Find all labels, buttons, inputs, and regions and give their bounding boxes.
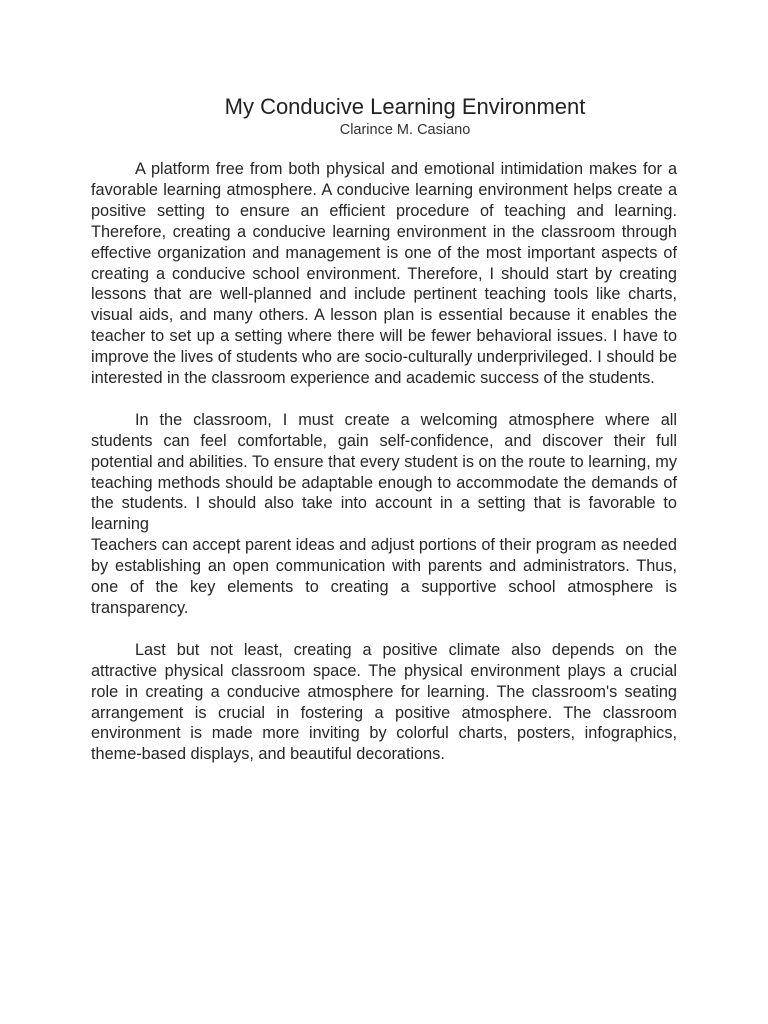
paragraph-1: A platform free from both physical and emotional intimidation makes for a favorable learning atmosphere. A conducive learning environment helps create a positive setting to ensure an efficient procedure of teaching and learning. Therefore, creating a conducive learning environment in the classroom through effective organization and management is one of the most important aspects of creating a conducive school environment. Therefore, I should start by creating lessons that are well-planned and include pertinent teaching tools like charts, visual aids, and many others. A lesson plan is essential because it enables the teacher to set up a setting where there will be fewer behavioral issues. I have to improve the lives of students who are socio-culturally underprivileged. I should be interested in the classroom experience and academic success of the students. — [91, 160, 677, 388]
document-title: My Conducive Learning Environment — [224, 94, 586, 119]
paragraph-4: Last but not least, creating a positive climate also depends on the attractive physical classroom space. The physical environment plays a crucial role in creating a conducive atmosphere for learning. The classroom's seating arrangement is crucial in fostering a positive atmosphere. The classroom environment is made more inviting by colorful charts, posters, infographics, theme-based displays, and beautiful decorations. — [91, 640, 677, 764]
paragraph-3: Teachers can accept parent ideas and adjust portions of their program as needed by establishing an open communication with parents and administrators. Thus, one of the key elements to creating a supportive school atmosphere is transparency. — [91, 536, 677, 618]
paragraph-gap — [91, 619, 677, 640]
document-page — [91, 93, 677, 765]
document-author: Clarince M. Casiano — [339, 122, 471, 138]
paragraph-2: In the classroom, I must create a welcoming atmosphere where all students can feel comfortable, gain self-confidence, and discover their full potential and abilities. To ensure that every student is on the route to learning, my teaching methods should be adaptable enough to accommodate the demands of the students. I should also take into account in a setting that is favorable to learning — [91, 410, 677, 534]
paragraph-gap — [91, 389, 677, 410]
